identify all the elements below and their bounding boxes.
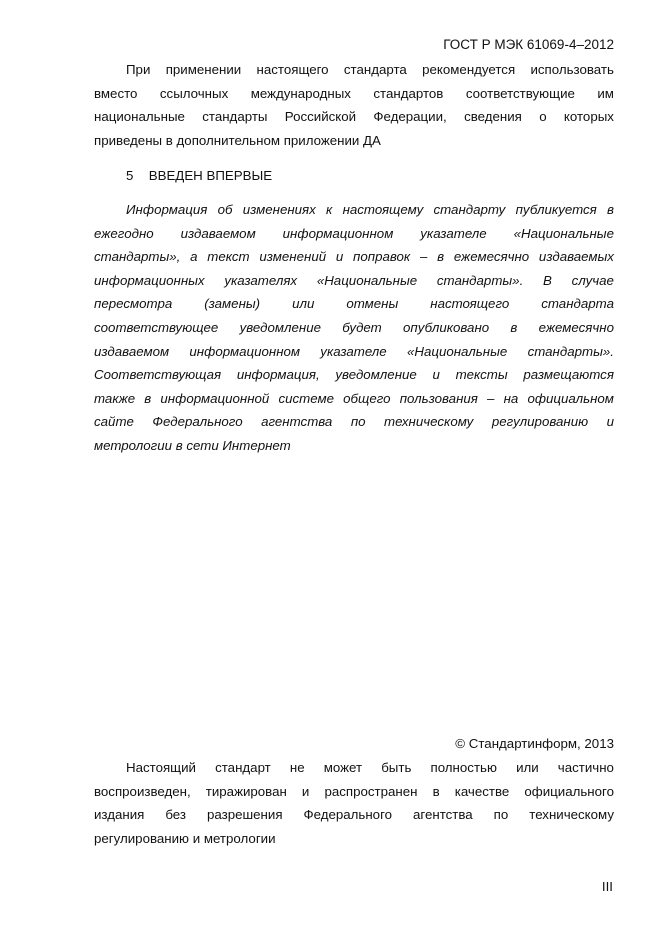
copyright-line: © Стандартинформ, 2013	[455, 736, 614, 751]
word: изменений	[259, 249, 327, 265]
word: информационной	[160, 390, 270, 406]
word: указателе	[320, 343, 387, 359]
word: о	[539, 109, 547, 125]
word: частично	[557, 760, 614, 775]
word: указателе	[420, 225, 487, 241]
word: отмены	[346, 296, 399, 312]
text-line	[94, 105, 614, 129]
info-paragraph	[94, 198, 614, 458]
notice-paragraph	[94, 756, 614, 850]
word: уведомление	[239, 319, 321, 335]
word: публикуется	[515, 202, 597, 217]
word: В	[543, 272, 552, 288]
word: информационном	[282, 225, 394, 241]
word: общего	[343, 390, 391, 406]
word: сайте	[94, 414, 134, 430]
word: тексты	[455, 367, 508, 383]
word: издаваемом	[180, 225, 256, 241]
word: которых	[563, 109, 614, 125]
word: издаваемом	[94, 343, 170, 359]
text-line: метрологии в сети Интернет	[94, 437, 291, 453]
word: международных	[250, 85, 351, 101]
text-line	[94, 756, 614, 780]
text-line	[94, 340, 614, 364]
word: Российской	[284, 109, 357, 125]
word: стандарты»,	[94, 249, 181, 265]
word: ежемесячно	[538, 319, 614, 335]
word: в	[510, 319, 518, 335]
word: пересмотра	[94, 296, 173, 312]
section-title: ВВЕДЕН ВПЕРВЫЕ	[148, 168, 273, 183]
text-line	[94, 198, 614, 222]
text-line	[94, 316, 614, 340]
word: в	[144, 390, 152, 406]
word: вместо	[94, 85, 138, 101]
word: агентства	[413, 807, 473, 823]
word: информация,	[236, 367, 320, 383]
word: –	[419, 249, 428, 265]
word: и	[335, 249, 344, 265]
text-line	[94, 245, 614, 269]
text-line	[94, 803, 614, 827]
word: техническому	[384, 414, 474, 430]
word: соответствующее	[94, 319, 219, 335]
word: в	[607, 202, 614, 217]
word: об	[217, 202, 233, 217]
word: и	[432, 367, 440, 383]
intro-paragraph	[94, 58, 614, 152]
standard-designation: ГОСТ Р МЭК 61069-4–2012	[443, 37, 614, 52]
word: информационных	[94, 272, 205, 288]
page-number: III	[601, 879, 613, 894]
word: (замены)	[204, 296, 261, 312]
word: или	[292, 296, 315, 312]
word: и	[301, 783, 310, 799]
word: стандарты	[202, 109, 268, 125]
word: изменениях	[242, 202, 316, 217]
word: применении	[165, 62, 242, 77]
word: без	[165, 807, 186, 823]
word: соответствующие	[465, 85, 575, 101]
word: рекомендуется	[422, 62, 516, 77]
word: на	[503, 390, 519, 406]
word: может	[323, 760, 363, 775]
word: не	[289, 760, 305, 775]
text-line	[94, 269, 614, 293]
word: в	[437, 249, 445, 265]
text-line: приведены в дополнительном приложении ДА	[94, 132, 381, 148]
word: или	[516, 760, 539, 775]
word: случае	[571, 272, 614, 288]
word: использовать	[530, 62, 614, 77]
text-line	[94, 222, 614, 246]
word: уведомление	[335, 367, 417, 383]
text-line	[94, 292, 614, 316]
word: издаваемых	[538, 249, 614, 265]
word: агентства	[261, 414, 333, 430]
word: тиражирован	[205, 783, 287, 799]
word: указателях	[224, 272, 298, 288]
word: также	[94, 390, 136, 406]
section-heading	[126, 164, 272, 188]
word: –	[487, 390, 495, 406]
word: а	[190, 249, 198, 265]
word: по	[493, 807, 509, 823]
text-line	[94, 410, 614, 434]
word: регулированию	[491, 414, 589, 430]
word: текст	[207, 249, 250, 265]
word: поправок	[353, 249, 411, 265]
word: ежемесячно	[453, 249, 530, 265]
text-line: регулированию и метрологии	[94, 830, 276, 846]
word: полностью	[430, 760, 497, 775]
word: настоящего	[256, 62, 329, 77]
word: Настоящий	[126, 760, 196, 775]
word: стандарту	[433, 202, 506, 217]
word: ежегодно	[94, 225, 154, 241]
word: стандарты».	[436, 272, 524, 288]
word: «Национальные	[406, 343, 508, 359]
word: размещаются	[523, 367, 614, 383]
word: Информация	[126, 202, 208, 217]
word: стандартов	[373, 85, 444, 101]
word: разрешения	[206, 807, 283, 823]
word: в	[432, 783, 440, 799]
word: Федерального	[303, 807, 393, 823]
word: распространен	[324, 783, 418, 799]
word: к	[326, 202, 333, 217]
word: быть	[381, 760, 412, 775]
text-line	[94, 780, 614, 804]
word: официального	[524, 783, 614, 799]
word: по	[350, 414, 366, 430]
word: Соответствующая	[94, 367, 222, 383]
word: пользования	[399, 390, 478, 406]
text-line	[94, 82, 614, 106]
word: «Национальные	[513, 225, 614, 241]
word: настоящему	[342, 202, 424, 217]
word: сведения	[464, 109, 522, 125]
word: техническому	[529, 807, 614, 823]
word: официальном	[527, 390, 614, 406]
text-line	[94, 387, 614, 411]
word: издания	[94, 807, 145, 823]
word: стандарта	[343, 62, 407, 77]
word: национальные	[94, 109, 185, 125]
text-line	[94, 58, 614, 82]
word: им	[597, 85, 614, 101]
word: качестве	[454, 783, 510, 799]
word: воспроизведен,	[94, 783, 191, 799]
word: информационном	[189, 343, 301, 359]
word: Федерального	[152, 414, 243, 430]
word: и	[606, 414, 614, 430]
section-number: 5	[126, 168, 134, 183]
word: будет	[342, 319, 382, 335]
text-line	[94, 363, 614, 387]
word: настоящего	[430, 296, 510, 312]
word: При	[126, 62, 151, 77]
word: стандарта	[541, 296, 614, 312]
word: опубликовано	[403, 319, 490, 335]
word: стандарты».	[527, 343, 614, 359]
word: «Национальные	[316, 272, 418, 288]
word: ссылочных	[159, 85, 229, 101]
word: системе	[278, 390, 335, 406]
word: стандарт	[215, 760, 271, 775]
word: Федерации,	[373, 109, 447, 125]
